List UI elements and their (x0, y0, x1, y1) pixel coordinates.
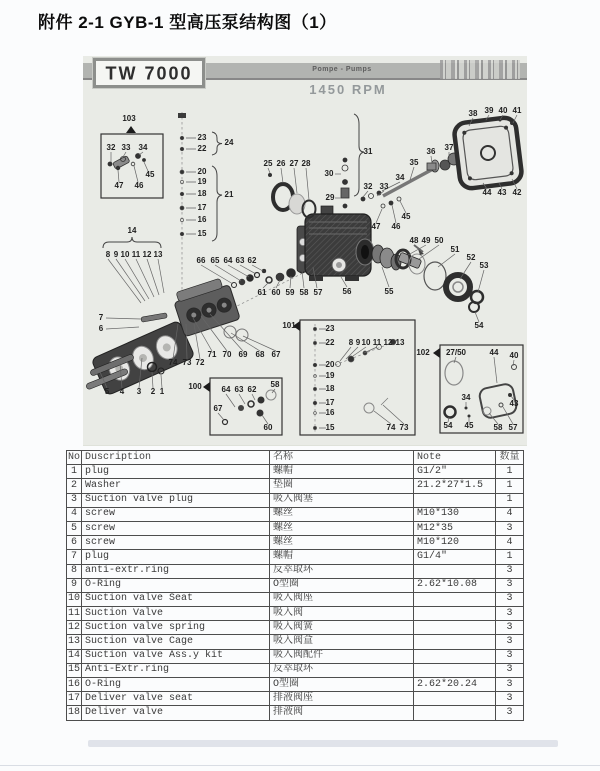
kit-100-parts (223, 390, 277, 425)
part-label: 1 (159, 387, 165, 396)
table-cell: 3 (496, 692, 524, 706)
part-label: 15 (197, 229, 207, 238)
table-cell: 21.2*27*1.5 (414, 479, 496, 493)
part-label: 54 (443, 421, 453, 430)
table-cell: M12*35 (414, 521, 496, 535)
scan-shadow (88, 740, 558, 747)
part-label: 48 (409, 236, 419, 245)
table-row (67, 592, 524, 606)
table-cell: 垫圈 (270, 479, 414, 493)
part-label: 64 (221, 385, 231, 394)
callout-arrow-icon (433, 348, 440, 358)
part-label: 102 (416, 348, 430, 357)
part-label: 54 (474, 321, 484, 330)
table-cell: 3 (496, 607, 524, 621)
table-cell (414, 706, 496, 720)
table-cell: screw (82, 507, 270, 521)
table-cell: O-Ring (82, 678, 270, 692)
table-cell: Washer (82, 479, 270, 493)
part-label: 44 (489, 348, 499, 357)
part-label: 40 (498, 106, 508, 115)
part-label: 9 (355, 338, 361, 347)
part-label: 46 (134, 181, 144, 190)
part-label: 36 (426, 147, 436, 156)
part-label: 22 (325, 338, 335, 347)
table-row (67, 635, 524, 649)
table-cell: 螺丝 (270, 521, 414, 535)
pump-diagram-figure (83, 56, 527, 446)
column-header: Duscription (82, 451, 270, 465)
column-header: No (67, 451, 82, 465)
part-label: 47 (371, 222, 381, 231)
column-header: 数量 (496, 451, 524, 465)
part-label: 52 (466, 253, 476, 262)
part-label: 44 (482, 188, 492, 197)
part-label: 25 (263, 159, 273, 168)
table-cell: 吸入阀 (270, 607, 414, 621)
part-label: 12 (142, 250, 152, 259)
part-label: 62 (247, 385, 257, 394)
part-label: 14 (127, 226, 137, 235)
part-label: 3 (136, 387, 142, 396)
table-row (67, 678, 524, 692)
table-cell (414, 635, 496, 649)
part-label: 11 (372, 338, 382, 347)
table-cell: screw (82, 521, 270, 535)
part-label: 29 (325, 193, 335, 202)
table-cell: 螺丝 (270, 507, 414, 521)
table-cell: 1 (496, 550, 524, 564)
part-label: 47 (114, 181, 124, 190)
part-label: 60 (263, 423, 273, 432)
page-edge-line (0, 765, 600, 766)
model-name: TW 7000 (105, 61, 193, 83)
part-label: 33 (379, 182, 389, 191)
part-label: 49 (421, 236, 431, 245)
table-cell: G1/2″ (414, 465, 496, 479)
table-cell: 3 (496, 592, 524, 606)
part-label: 20 (197, 167, 207, 176)
part-label: 101 (282, 321, 296, 330)
part-label: 15 (325, 423, 335, 432)
part-label: 46 (391, 222, 401, 231)
part-label: 58 (270, 380, 280, 389)
kit-103-parts (108, 152, 148, 182)
part-label: 41 (512, 106, 522, 115)
table-cell: 12 (67, 621, 82, 635)
table-cell: 吸入阀盒 (270, 635, 414, 649)
callout-arrow-icon (126, 126, 136, 133)
table-cell: 排液阀 (270, 706, 414, 720)
table-cell: plug (82, 465, 270, 479)
part-label: 34 (138, 143, 148, 152)
table-row (67, 564, 524, 578)
part-label: 62 (247, 256, 257, 265)
callout-arrow-icon (203, 382, 210, 392)
table-cell: 14 (67, 649, 82, 663)
table-row (67, 493, 524, 507)
table-row (67, 578, 524, 592)
table-cell: Suction valve Ass.y kit (82, 649, 270, 663)
part-label: 45 (464, 421, 474, 430)
table-cell: Suction valve Cage (82, 635, 270, 649)
table-cell: 2 (67, 479, 82, 493)
part-label: 63 (235, 256, 245, 265)
table-cell: 排液阀座 (270, 692, 414, 706)
part-label: 10 (361, 338, 371, 347)
part-label: 45 (145, 170, 155, 179)
table-cell: 10 (67, 592, 82, 606)
part-label: 5 (104, 387, 110, 396)
part-label: 19 (325, 371, 335, 380)
table-row (67, 649, 524, 663)
table-cell: 螺丝 (270, 536, 414, 550)
table-cell: 7 (67, 550, 82, 564)
table-cell: 吸入阀配件 (270, 649, 414, 663)
part-label: 57 (508, 423, 518, 432)
table-cell: 15 (67, 663, 82, 677)
table-cell (414, 493, 496, 507)
part-label: 10 (120, 250, 130, 259)
part-label: 58 (493, 423, 503, 432)
part-label: 72 (195, 358, 205, 367)
part-label: 53 (479, 261, 489, 270)
part-label: 19 (197, 177, 207, 186)
part-label: 6 (98, 324, 104, 333)
table-cell: 反萃取环 (270, 663, 414, 677)
part-label: 28 (301, 159, 311, 168)
table-cell: 1 (496, 493, 524, 507)
table-row (67, 621, 524, 635)
part-label: 63 (234, 385, 244, 394)
part-label: 38 (468, 109, 478, 118)
part-label: 64 (223, 256, 233, 265)
part-label: 9 (113, 250, 119, 259)
part-label: 27/50 (445, 348, 467, 357)
part-label: 7 (98, 313, 104, 322)
table-cell (414, 592, 496, 606)
table-cell: 11 (67, 607, 82, 621)
part-label: 59 (285, 288, 295, 297)
table-cell: 3 (496, 649, 524, 663)
table-cell: 1 (67, 465, 82, 479)
table-cell: O型圈 (270, 578, 414, 592)
table-cell: Suction valve spring (82, 621, 270, 635)
table-cell: 2.62*20.24 (414, 678, 496, 692)
part-label: 12 (383, 338, 393, 347)
table-cell: Suction Valve (82, 607, 270, 621)
parts-table (66, 450, 524, 721)
pompe-pumps-label: Pompe - Pumps (312, 66, 372, 73)
table-cell: 3 (496, 564, 524, 578)
part-label: 43 (497, 188, 507, 197)
column-header: 名称 (270, 451, 414, 465)
part-label: 33 (121, 143, 131, 152)
part-label: 32 (363, 182, 373, 191)
table-cell: 3 (496, 706, 524, 720)
part-label: 2 (150, 387, 156, 396)
table-cell: 1 (496, 465, 524, 479)
table-cell: 3 (67, 493, 82, 507)
table-row (67, 607, 524, 621)
part-label: 70 (222, 350, 232, 359)
part-label: 34 (395, 173, 405, 182)
table-cell (414, 607, 496, 621)
page-title: 附件 2-1 GYB-1 型高压泵结构图（1） (38, 13, 337, 32)
table-cell: 16 (67, 678, 82, 692)
table-cell (414, 663, 496, 677)
part-label: 27 (289, 159, 299, 168)
part-label: 22 (197, 144, 207, 153)
table-cell: G1/4″ (414, 550, 496, 564)
part-label: 51 (450, 245, 460, 254)
table-row (67, 507, 524, 521)
table-cell: 吸入阀塞 (270, 493, 414, 507)
part-label: 40 (509, 351, 519, 360)
table-cell: 4 (67, 507, 82, 521)
part-label: 17 (197, 203, 207, 212)
part-label: 103 (122, 114, 136, 123)
table-row (67, 663, 524, 677)
table-cell: 6 (67, 536, 82, 550)
table-row (67, 536, 524, 550)
part-label: 21 (224, 190, 234, 199)
table-cell (414, 621, 496, 635)
part-label: 39 (484, 106, 494, 115)
part-label: 26 (276, 159, 286, 168)
part-label: 68 (255, 350, 265, 359)
part-label: 67 (213, 404, 223, 413)
part-label: 60 (271, 288, 281, 297)
part-label: 16 (325, 408, 335, 417)
table-row (67, 706, 524, 720)
table-cell: 螺帽 (270, 465, 414, 479)
part-label: 4 (119, 387, 125, 396)
table-cell: Suction valve Seat (82, 592, 270, 606)
part-label: 58 (299, 288, 309, 297)
part-label: 56 (342, 287, 352, 296)
table-cell: 吸入阀座 (270, 592, 414, 606)
table-cell (414, 564, 496, 578)
part-label: 50 (434, 236, 444, 245)
part-label: 55 (384, 287, 394, 296)
table-cell: 13 (67, 635, 82, 649)
table-row (67, 479, 524, 493)
part-label: 30 (324, 169, 334, 178)
part-label: 11 (131, 250, 141, 259)
part-label: 61 (257, 288, 267, 297)
part-label: 74 (386, 423, 396, 432)
part-label: 73 (182, 358, 192, 367)
table-cell: 4 (496, 536, 524, 550)
part-label: 13 (153, 250, 163, 259)
table-cell: 螺帽 (270, 550, 414, 564)
part-label: 67 (271, 350, 281, 359)
part-label: 74 (168, 358, 178, 367)
part-label: 34 (461, 393, 471, 402)
table-cell: anti-extr.ring (82, 564, 270, 578)
table-cell: Deliver valve (82, 706, 270, 720)
table-row (67, 521, 524, 535)
table-cell: 17 (67, 692, 82, 706)
part-label: 32 (106, 143, 116, 152)
table-cell: 2.62*10.08 (414, 578, 496, 592)
table-cell: 3 (496, 678, 524, 692)
rpm-label: 1450 RPM (309, 82, 387, 97)
table-row (67, 692, 524, 706)
part-label: 23 (325, 324, 335, 333)
table-cell: 反萃取环 (270, 564, 414, 578)
part-label: 65 (210, 256, 220, 265)
table-cell: 3 (496, 621, 524, 635)
table-cell: 吸入阀簧 (270, 621, 414, 635)
part-label: 43 (509, 399, 519, 408)
table-cell: 3 (496, 663, 524, 677)
part-label: 18 (197, 189, 207, 198)
part-label: 69 (238, 350, 248, 359)
part-label: 8 (348, 338, 354, 347)
part-label: 16 (197, 215, 207, 224)
table-cell: 18 (67, 706, 82, 720)
table-cell (414, 649, 496, 663)
part-label: 17 (325, 398, 335, 407)
table-cell: plug (82, 550, 270, 564)
valve-parts-column (178, 113, 196, 236)
table-cell: Suction valve plug (82, 493, 270, 507)
table-cell: O-Ring (82, 578, 270, 592)
part-label: 37 (444, 143, 454, 152)
table-cell: M10*130 (414, 507, 496, 521)
part-label: 71 (207, 350, 217, 359)
table-cell: Deliver valve seat (82, 692, 270, 706)
part-label: 13 (395, 338, 405, 347)
part-label: 20 (325, 360, 335, 369)
part-label: 57 (313, 288, 323, 297)
part-label: 100 (188, 382, 202, 391)
part-label: 66 (196, 256, 206, 265)
part-label: 18 (325, 384, 335, 393)
table-cell: 1 (496, 479, 524, 493)
table-cell: M10*120 (414, 536, 496, 550)
part-label: 24 (224, 138, 234, 147)
table-cell: O型圈 (270, 678, 414, 692)
cover-plate (453, 116, 523, 189)
column-header: Note (414, 451, 496, 465)
part-label: 73 (399, 423, 409, 432)
table-header-row (67, 451, 524, 465)
table-row (67, 465, 524, 479)
table-cell: 9 (67, 578, 82, 592)
part-label: 45 (401, 212, 411, 221)
part-label: 42 (512, 188, 522, 197)
table-row (67, 550, 524, 564)
table-cell: Anti-Extr.ring (82, 663, 270, 677)
table-cell: 4 (496, 507, 524, 521)
table-cell (414, 692, 496, 706)
part-label: 31 (363, 147, 373, 156)
table-cell: 3 (496, 521, 524, 535)
kit-102-parts (445, 361, 518, 419)
part-label: 8 (105, 250, 111, 259)
table-cell: 3 (496, 635, 524, 649)
part-label: 23 (197, 133, 207, 142)
parts-table-body (67, 465, 524, 720)
table-cell: screw (82, 536, 270, 550)
part-label: 35 (409, 158, 419, 167)
table-cell: 8 (67, 564, 82, 578)
table-cell: 5 (67, 521, 82, 535)
table-cell: 3 (496, 578, 524, 592)
